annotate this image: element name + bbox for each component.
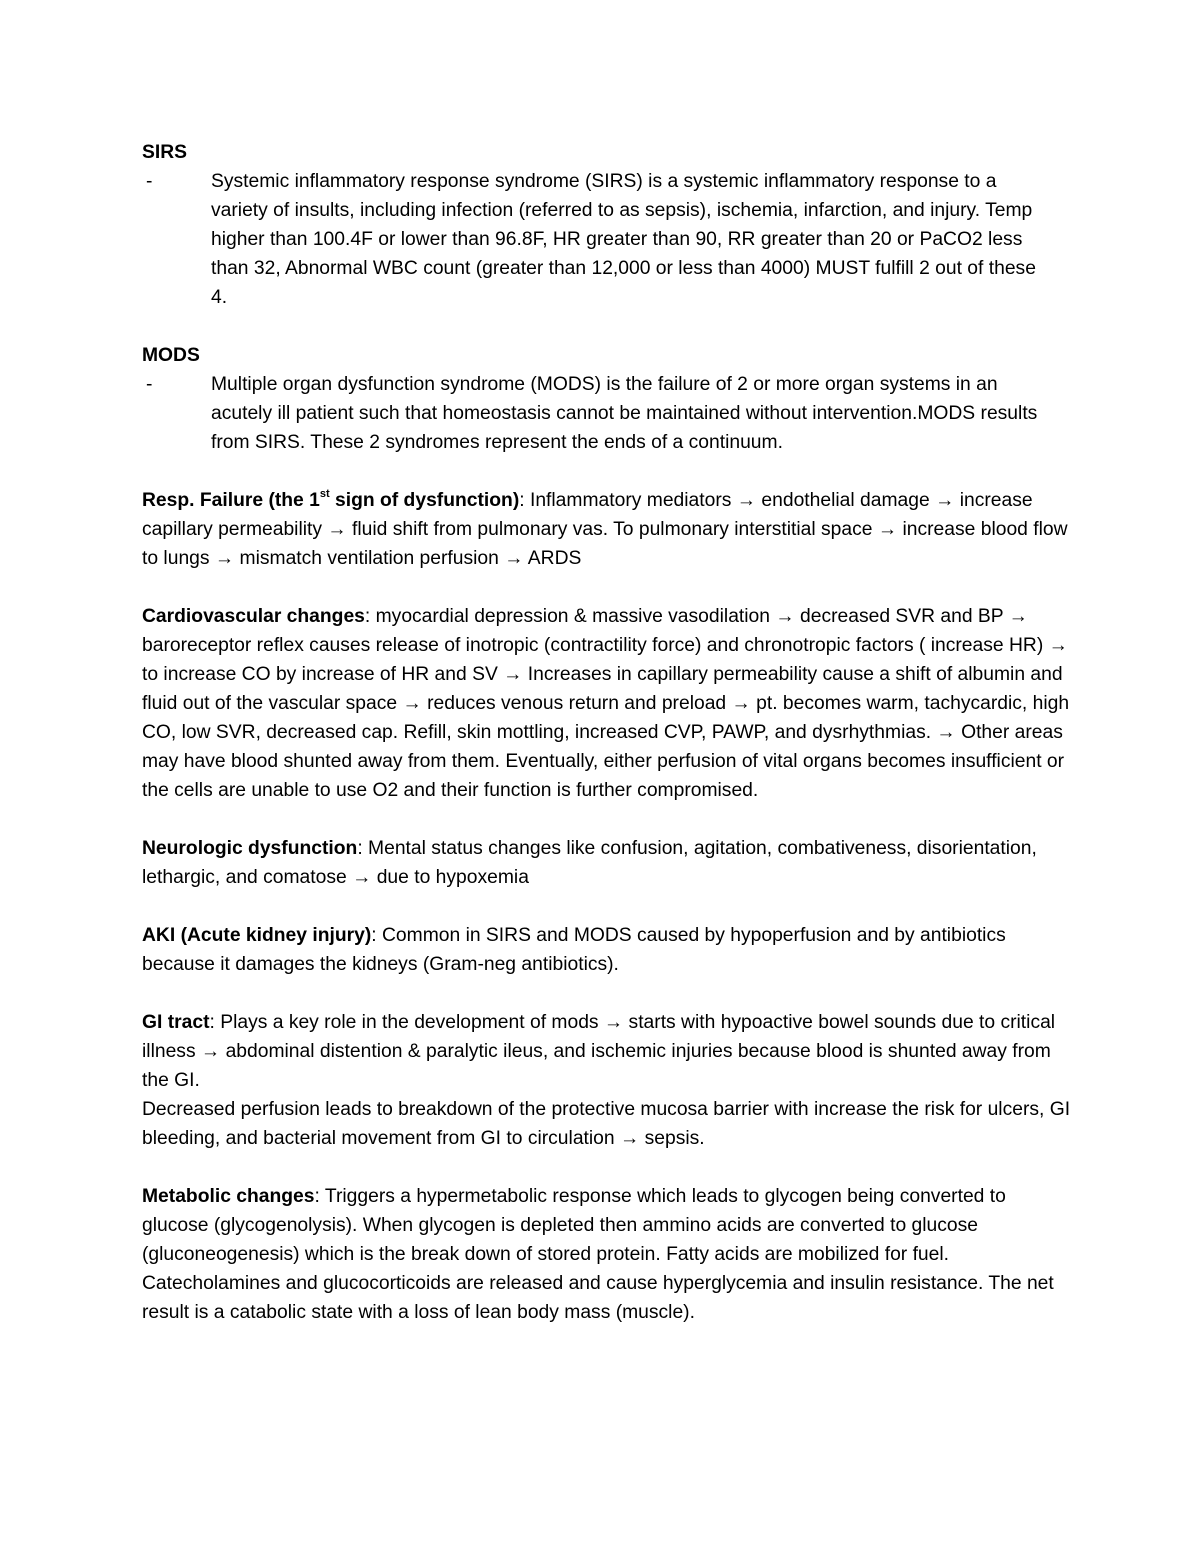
neuro-paragraph bbox=[142, 834, 1072, 892]
sirs-bullet-marker: - bbox=[146, 171, 153, 192]
metabolic-label: Metabolic changes bbox=[142, 1186, 315, 1207]
mods-heading: MODS bbox=[142, 345, 200, 366]
aki-text: : Common in SIRS and MODS caused by hypoperfusion and by antibiotics because it damages the kidneys (Gram-neg antibiotics). bbox=[142, 925, 1006, 975]
resp-failure-text: : Inflammatory mediators → endothelial damage → increase capillary permeability → fluid shift from pulmonary vas. To pulmonary interstitial space → increase blood flow to lungs → mismatch ventilation perfusion → ARDS bbox=[142, 490, 1068, 569]
sirs-definition: Systemic inflammatory response syndrome (SIRS) is a systemic inflammatory response to a variety of insults, including infection (referred to as sepsis), ischemia, infarction, and injury. Temp higher than 100.4F or lower than 96.8F, HR greater than 90, RR greater than 20 or PaCO2 less than 32, Abnormal WBC count (greater than 12,000 or less than 4000) MUST fulfill 2 out of these 4. bbox=[211, 171, 1036, 308]
sirs-heading: SIRS bbox=[142, 142, 188, 163]
mods-definition: Multiple organ dysfunction syndrome (MODS) is the failure of 2 or more organ systems in an acutely ill patient such that homeostasis cannot be maintained without intervention.MODS results from SIRS. These 2 syndromes represent the ends of a continuum. bbox=[211, 374, 1038, 453]
neuro-text: : Mental status changes like confusion, agitation, combativeness, disorientation, lethargic, and comatose → due to hypoxemia bbox=[142, 838, 1037, 888]
cardio-text: : myocardial depression & massive vasodilation → decreased SVR and BP → baroreceptor reflex causes release of inotropic (contractility force) and chronotropic factors ( increase HR) → to increase CO by increase of HR and SV → Increases in capillary permeability cause a shift of albumin and fluid out of the vascular space → reduces venous return and preload → pt. becomes warm, tachycardic, high CO, low SVR, decreased cap. Refill, skin mottling, increased CVP, PAWP, and dysrhythmias. → Other areas may have blood shunted away from them. Eventually, either perfusion of vital organs becomes insufficient or the cells are unable to use O2 and their function is further compromised. bbox=[142, 606, 1070, 801]
cardio-label: Cardiovascular changes bbox=[142, 606, 365, 627]
document-page bbox=[142, 138, 1072, 1327]
aki-paragraph bbox=[142, 921, 1072, 979]
resp-failure-paragraph bbox=[142, 486, 1072, 573]
gi-paragraph-continued: Decreased perfusion leads to breakdown of the protective mucosa barrier with increase the risk for ulcers, GI bleeding, and bacterial movement from GI to circulation → sepsis. bbox=[142, 1099, 1071, 1149]
cardio-paragraph bbox=[142, 602, 1072, 805]
metabolic-text: : Triggers a hypermetabolic response which leads to glycogen being converted to glucose (glycogenolysis). When glycogen is depleted then ammino acids are converted to glucose (gluconeogenesis) which is the break down of stored protein. Fatty acids are mobilized for fuel. Catecholamines and glucocorticoids are released and cause hyperglycemia and insulin resistance. The net result is a catabolic state with a loss of lean body mass (muscle). bbox=[142, 1186, 1054, 1323]
resp-failure-label: Resp. Failure (the 1st sign of dysfunction) bbox=[142, 487, 520, 511]
sirs-bullet-item bbox=[142, 167, 1072, 312]
metabolic-paragraph bbox=[142, 1182, 1072, 1327]
neuro-label: Neurologic dysfunction bbox=[142, 838, 358, 859]
gi-text: : Plays a key role in the development of mods → starts with hypoactive bowel sounds due to critical illness → abdominal distention & paralytic ileus, and ischemic injuries because blood is shunted away from the GI. bbox=[142, 1012, 1056, 1091]
mods-bullet-marker: - bbox=[146, 374, 153, 395]
gi-label: GI tract bbox=[142, 1012, 210, 1033]
mods-bullet-item bbox=[142, 370, 1072, 457]
aki-label: AKI (Acute kidney injury) bbox=[142, 925, 372, 946]
gi-paragraph bbox=[142, 1008, 1072, 1095]
